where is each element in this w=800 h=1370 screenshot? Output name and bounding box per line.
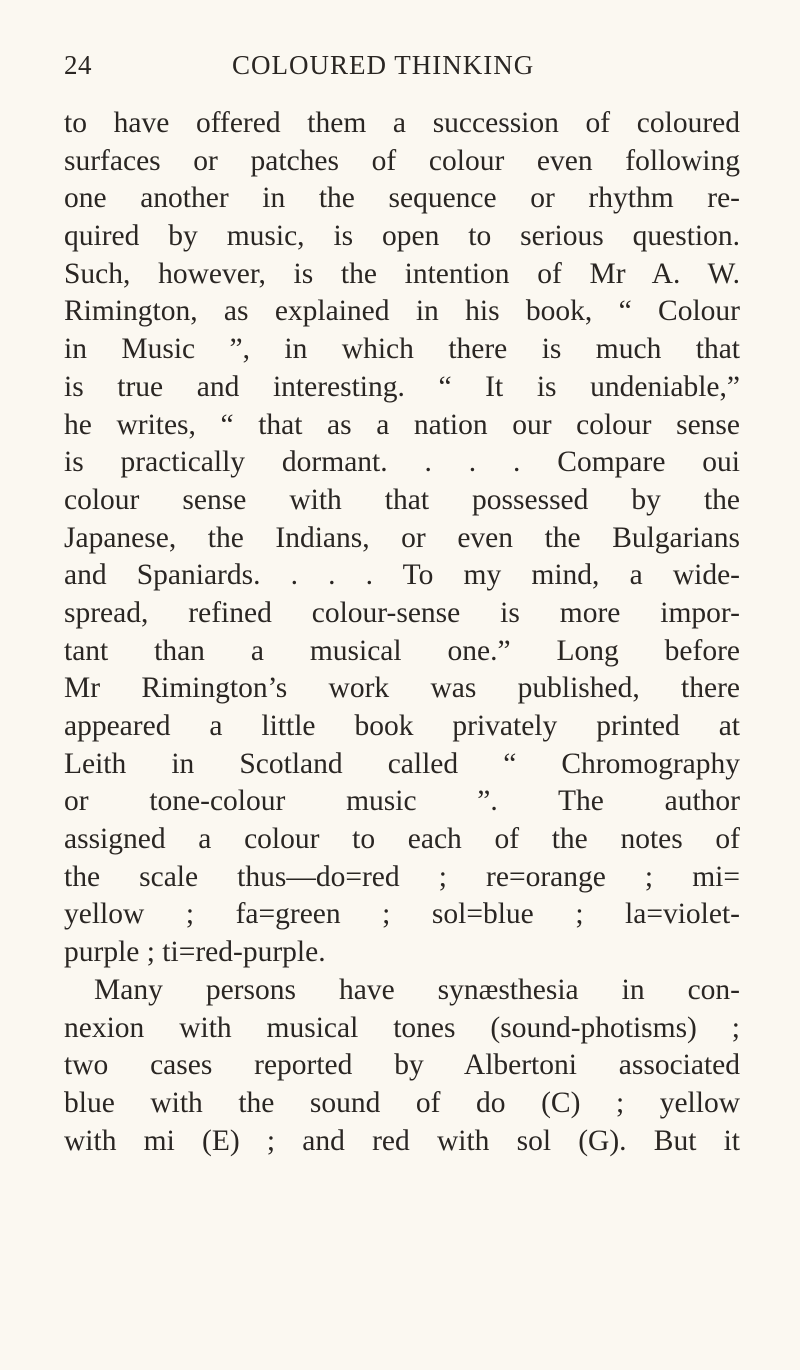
text-line: colour sense with that possessed by the bbox=[64, 483, 740, 516]
text-line: or tone-colour music ”. The author bbox=[64, 785, 740, 818]
text-line: Leith in Scotland called “ Chromography bbox=[64, 747, 740, 780]
text-line: Such, however, is the intention of Mr A. W. bbox=[64, 257, 740, 290]
text-line: appeared a little book privately printed at bbox=[64, 710, 740, 742]
text-line: Japanese, the Indians, or even the Bulgarians bbox=[64, 521, 740, 554]
text-line: blue with the sound of do (C) ; yellow bbox=[64, 1086, 740, 1119]
text-line: two cases reported by Albertoni associated bbox=[64, 1049, 740, 1082]
body-text bbox=[64, 105, 740, 1160]
text-line: purple ; ti=red-purple. bbox=[64, 936, 326, 969]
text-line: with mi (E) ; and red with sol (G). But it bbox=[64, 1124, 740, 1157]
text-line: assigned a colour to each of the notes of bbox=[64, 823, 740, 856]
text-line: is practically dormant. . . . Compare oui bbox=[64, 446, 740, 479]
text-line: in Music ”, in which there is much that bbox=[64, 333, 740, 366]
text-line: yellow ; fa=green ; sol=blue ; la=violet- bbox=[64, 898, 740, 931]
text-line: Rimington, as explained in his book, “ Colour bbox=[64, 295, 740, 328]
page-header bbox=[64, 50, 736, 86]
text-line: nexion with musical tones (sound-photisms) ; bbox=[64, 1011, 740, 1044]
text-line: Mr Rimington’s work was published, there bbox=[64, 672, 740, 705]
text-line: he writes, “ that as a nation our colour sense bbox=[64, 408, 740, 441]
text-line: quired by music, is open to serious question. bbox=[64, 220, 740, 253]
text-line: is true and interesting. “ It is undeniable,” bbox=[64, 370, 740, 403]
text-line: spread, refined colour-sense is more impor- bbox=[64, 596, 740, 629]
text-line: one another in the sequence or rhythm re- bbox=[64, 182, 740, 215]
text-line: surfaces or patches of colour even following bbox=[64, 144, 740, 177]
text-line: the scale thus—do=red ; re=orange ; mi= bbox=[64, 860, 740, 893]
page-number: 24 bbox=[64, 50, 92, 80]
text-line: tant than a musical one.” Long before bbox=[64, 634, 740, 667]
text-line: to have offered them a succession of coloured bbox=[64, 107, 740, 139]
text-line: Many persons have synæsthesia in con- bbox=[94, 973, 740, 1006]
running-head: COLOURED THINKING bbox=[232, 50, 535, 80]
text-line: and Spaniards. . . . To my mind, a wide- bbox=[64, 559, 740, 592]
